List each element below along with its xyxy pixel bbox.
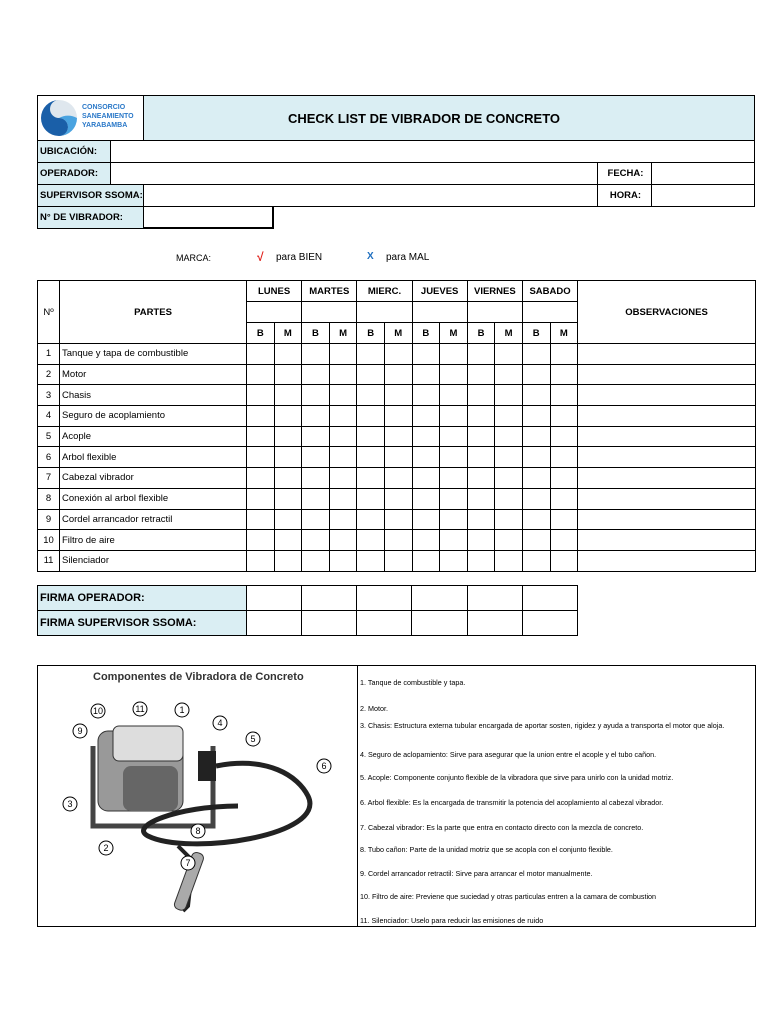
check-cell[interactable] — [247, 385, 275, 406]
table-row — [38, 385, 756, 406]
company-name-line: SANEAMIENTO — [82, 113, 134, 120]
callout-number: 2 — [103, 843, 109, 853]
callout-marker — [73, 724, 87, 738]
check-cell[interactable] — [467, 550, 495, 571]
check-cell[interactable] — [550, 344, 578, 365]
callout-marker — [181, 856, 195, 870]
observation-cell[interactable] — [578, 344, 756, 365]
check-cell[interactable] — [384, 550, 412, 571]
check-cell[interactable] — [440, 406, 468, 427]
part-name: Arbol flexible — [60, 447, 247, 468]
check-cell[interactable] — [440, 344, 468, 365]
callout-number: 3 — [67, 799, 73, 809]
day-subheader — [357, 302, 412, 323]
observation-cell[interactable] — [578, 426, 756, 447]
check-cell[interactable] — [302, 364, 330, 385]
check-cell[interactable] — [550, 468, 578, 489]
observation-cell[interactable] — [578, 385, 756, 406]
bad-label: para MAL — [386, 252, 430, 263]
firma-operador-cell[interactable] — [522, 586, 577, 611]
check-cell[interactable] — [247, 364, 275, 385]
check-cell[interactable] — [412, 364, 440, 385]
check-cell[interactable] — [467, 344, 495, 365]
check-cell[interactable] — [302, 509, 330, 530]
check-cell[interactable] — [302, 426, 330, 447]
firma-supervisor-cell[interactable] — [357, 611, 412, 636]
table-row — [38, 468, 756, 489]
check-cell[interactable] — [247, 468, 275, 489]
check-cell[interactable] — [495, 426, 523, 447]
table-row — [38, 344, 756, 365]
check-cell[interactable] — [384, 530, 412, 551]
firma-supervisor-label: FIRMA SUPERVISOR SSOMA: — [38, 611, 247, 636]
callout-marker — [63, 797, 77, 811]
day-subheader — [302, 302, 357, 323]
part-name: Chasis — [60, 385, 247, 406]
page-title-text: CHECK LIST DE VIBRADOR DE CONCRETO — [287, 110, 561, 126]
check-cell[interactable] — [274, 530, 302, 551]
component-description: 9. Cordel arrancador retractil: Sirve para arrancar el motor manualmente. — [360, 869, 593, 878]
checklist-table — [37, 280, 756, 572]
table-row — [38, 406, 756, 427]
supervisor-field[interactable] — [143, 184, 598, 207]
firma-operador-cell[interactable] — [357, 586, 412, 611]
check-cell[interactable] — [495, 344, 523, 365]
check-cell[interactable] — [550, 364, 578, 385]
check-cell[interactable] — [247, 426, 275, 447]
firma-supervisor-cell[interactable] — [246, 611, 301, 636]
day-header: SABADO — [522, 281, 577, 302]
row-number: 1 — [38, 344, 60, 365]
check-icon: √ — [257, 250, 264, 264]
day-subheader — [522, 302, 577, 323]
table-row — [38, 509, 756, 530]
vibrador-field[interactable] — [143, 206, 274, 229]
check-cell[interactable] — [550, 509, 578, 530]
check-cell[interactable] — [467, 426, 495, 447]
component-description: 5. Acople: Componente conjunto flexible de la vibradora que sirve para unirlo con la unidad motriz. — [360, 773, 674, 782]
table-row — [38, 550, 756, 571]
x-icon: X — [367, 251, 374, 262]
part-name: Conexión al arbol flexible — [60, 488, 247, 509]
logo-cell — [37, 95, 144, 141]
firma-operador-cell[interactable] — [412, 586, 467, 611]
firma-operador-cell[interactable] — [301, 586, 356, 611]
check-cell[interactable] — [302, 344, 330, 365]
callout-number: 10 — [92, 706, 104, 716]
check-cell[interactable] — [522, 406, 550, 427]
check-cell[interactable] — [495, 447, 523, 468]
check-cell[interactable] — [274, 426, 302, 447]
fecha-label: FECHA: — [597, 162, 652, 185]
check-cell[interactable] — [440, 550, 468, 571]
observation-cell[interactable] — [578, 488, 756, 509]
check-cell[interactable] — [302, 447, 330, 468]
callout-marker — [175, 703, 189, 717]
ok-label: para BIEN — [276, 252, 323, 263]
row-number: 8 — [38, 488, 60, 509]
callout-number: 4 — [217, 718, 223, 728]
callout-number: 1 — [179, 705, 185, 715]
check-cell[interactable] — [440, 509, 468, 530]
part-name: Cordel arrancador retractil — [60, 509, 247, 530]
callout-marker — [99, 841, 113, 855]
check-cell[interactable] — [274, 447, 302, 468]
check-cell[interactable] — [550, 406, 578, 427]
check-cell[interactable] — [357, 550, 385, 571]
check-cell[interactable] — [384, 509, 412, 530]
check-cell[interactable] — [495, 509, 523, 530]
component-description: 10. Filtro de aire: Previene que suciedad y otras particulas entren a la camara de combustion — [360, 892, 657, 901]
check-cell[interactable] — [550, 426, 578, 447]
row-number: 6 — [38, 447, 60, 468]
check-cell[interactable] — [412, 550, 440, 571]
check-cell[interactable] — [384, 468, 412, 489]
part-name: Seguro de acoplamiento — [60, 406, 247, 427]
callout-number: 7 — [185, 858, 191, 868]
check-cell[interactable] — [357, 488, 385, 509]
check-cell[interactable] — [550, 530, 578, 551]
check-cell[interactable] — [412, 468, 440, 489]
callout-number: 9 — [77, 726, 83, 736]
check-cell[interactable] — [412, 406, 440, 427]
day-subheader — [247, 302, 302, 323]
check-cell[interactable] — [550, 385, 578, 406]
company-name-line: YARABAMBA — [82, 122, 128, 129]
check-cell[interactable] — [302, 550, 330, 571]
table-row — [38, 426, 756, 447]
check-cell[interactable] — [522, 385, 550, 406]
check-cell[interactable] — [495, 550, 523, 571]
check-cell[interactable] — [274, 344, 302, 365]
check-cell[interactable] — [412, 509, 440, 530]
check-cell[interactable] — [384, 364, 412, 385]
table-row — [38, 530, 756, 551]
check-cell[interactable] — [412, 447, 440, 468]
check-cell[interactable] — [495, 364, 523, 385]
check-cell[interactable] — [495, 530, 523, 551]
marca-label: MARCA: — [176, 253, 212, 263]
check-cell[interactable] — [412, 344, 440, 365]
legend — [0, 250, 768, 266]
check-cell[interactable] — [412, 426, 440, 447]
vibrator-illustration-icon — [38, 686, 358, 921]
table-row — [38, 364, 756, 385]
b-header: B — [247, 323, 275, 344]
check-cell[interactable] — [550, 550, 578, 571]
check-cell[interactable] — [274, 468, 302, 489]
m-header: M — [384, 323, 412, 344]
check-cell[interactable] — [522, 509, 550, 530]
check-cell[interactable] — [274, 550, 302, 571]
check-cell[interactable] — [274, 364, 302, 385]
check-cell[interactable] — [357, 385, 385, 406]
hora-label: HORA: — [597, 184, 652, 207]
row-number: 3 — [38, 385, 60, 406]
num-header: Nº — [38, 281, 60, 344]
part-name: Tanque y tapa de combustible — [60, 344, 247, 365]
b-header: B — [357, 323, 385, 344]
callout-number: 6 — [321, 761, 327, 771]
check-cell[interactable] — [467, 447, 495, 468]
check-cell[interactable] — [302, 488, 330, 509]
table-row — [38, 488, 756, 509]
check-cell[interactable] — [522, 447, 550, 468]
check-cell[interactable] — [384, 406, 412, 427]
ubicacion-field[interactable] — [110, 140, 755, 163]
company-name-line: CONSORCIO — [82, 104, 126, 111]
check-cell[interactable] — [247, 488, 275, 509]
vibrador-label: N° DE VIBRADOR: — [37, 206, 144, 229]
b-header: B — [467, 323, 495, 344]
observation-cell[interactable] — [578, 468, 756, 489]
check-cell[interactable] — [357, 447, 385, 468]
component-description: 8. Tubo cañon: Parte de la unidad motriz que se acopla con el conjunto flexible. — [360, 845, 613, 854]
day-header: MIERC. — [357, 281, 412, 302]
check-cell[interactable] — [522, 468, 550, 489]
firma-supervisor-cell[interactable] — [412, 611, 467, 636]
components-box — [37, 665, 756, 927]
component-description: 1. Tanque de combustible y tapa. — [360, 678, 466, 687]
check-cell[interactable] — [384, 488, 412, 509]
firma-supervisor-cell[interactable] — [301, 611, 356, 636]
check-cell[interactable] — [329, 488, 357, 509]
row-number: 4 — [38, 406, 60, 427]
check-cell[interactable] — [329, 344, 357, 365]
check-cell[interactable] — [274, 385, 302, 406]
m-header: M — [274, 323, 302, 344]
callout-marker — [191, 824, 205, 838]
day-header: LUNES — [247, 281, 302, 302]
part-name: Motor — [60, 364, 247, 385]
check-cell[interactable] — [274, 509, 302, 530]
check-cell[interactable] — [329, 385, 357, 406]
check-cell[interactable] — [495, 385, 523, 406]
observations-header: OBSERVACIONES — [578, 281, 756, 344]
day-header: VIERNES — [467, 281, 522, 302]
observation-cell[interactable] — [578, 406, 756, 427]
row-number: 7 — [38, 468, 60, 489]
check-cell[interactable] — [522, 530, 550, 551]
check-cell[interactable] — [384, 426, 412, 447]
firma-operador-cell[interactable] — [467, 586, 522, 611]
check-cell[interactable] — [329, 509, 357, 530]
check-cell[interactable] — [357, 468, 385, 489]
day-header: JUEVES — [412, 281, 467, 302]
callout-marker — [133, 702, 147, 716]
observation-cell[interactable] — [578, 530, 756, 551]
callout-marker — [317, 759, 331, 773]
check-cell[interactable] — [247, 406, 275, 427]
check-cell[interactable] — [329, 426, 357, 447]
m-header: M — [440, 323, 468, 344]
check-cell[interactable] — [329, 468, 357, 489]
m-header: M — [550, 323, 578, 344]
check-cell[interactable] — [550, 488, 578, 509]
supervisor-label: SUPERVISOR SSOMA: — [37, 184, 144, 207]
callout-number: 5 — [250, 734, 256, 744]
check-cell[interactable] — [495, 488, 523, 509]
check-cell[interactable] — [440, 488, 468, 509]
check-cell[interactable] — [522, 488, 550, 509]
check-cell[interactable] — [440, 468, 468, 489]
check-cell[interactable] — [467, 509, 495, 530]
fecha-field[interactable] — [651, 162, 755, 185]
day-subheader — [412, 302, 467, 323]
table-row — [38, 447, 756, 468]
check-cell[interactable] — [302, 468, 330, 489]
callout-marker — [246, 732, 260, 746]
component-description: 3. Chasis: Estructura externa tubular encargada de aportar sosten, rigidez y ayuda a transporta el motor que aloja. — [360, 721, 725, 730]
check-cell[interactable] — [357, 530, 385, 551]
check-cell[interactable] — [522, 364, 550, 385]
firma-operador-label: FIRMA OPERADOR: — [38, 586, 247, 611]
component-description: 2. Motor. — [360, 704, 388, 713]
row-number: 2 — [38, 364, 60, 385]
check-cell[interactable] — [467, 364, 495, 385]
components-title: Componentes de Vibradora de Concreto — [93, 671, 304, 683]
component-description: 4. Seguro de aclopamiento: Sirve para asegurar que la union entre el acople y el tubo cañon. — [360, 750, 657, 759]
check-cell[interactable] — [440, 447, 468, 468]
check-cell[interactable] — [357, 509, 385, 530]
callout-number: 8 — [195, 826, 201, 836]
check-cell[interactable] — [467, 488, 495, 509]
check-cell[interactable] — [357, 364, 385, 385]
check-cell[interactable] — [384, 385, 412, 406]
signature-table — [37, 585, 578, 636]
check-cell[interactable] — [247, 344, 275, 365]
check-cell[interactable] — [522, 550, 550, 571]
day-subheader — [467, 302, 522, 323]
ubicacion-label: UBICACIÓN: — [37, 140, 111, 163]
check-cell[interactable] — [550, 447, 578, 468]
check-cell[interactable] — [357, 406, 385, 427]
parts-header: PARTES — [60, 281, 247, 344]
observation-cell[interactable] — [578, 509, 756, 530]
callout-marker — [213, 716, 227, 730]
check-cell[interactable] — [440, 385, 468, 406]
day-header: MARTES — [302, 281, 357, 302]
observation-cell[interactable] — [578, 447, 756, 468]
check-cell[interactable] — [357, 344, 385, 365]
callout-marker — [91, 704, 105, 718]
component-description: 7. Cabezal vibrador: Es la parte que entra en contacto directo con la mezcla de concreto. — [360, 823, 644, 832]
check-cell[interactable] — [247, 530, 275, 551]
check-cell[interactable] — [329, 550, 357, 571]
b-header: B — [412, 323, 440, 344]
check-cell[interactable] — [522, 426, 550, 447]
check-cell[interactable] — [440, 364, 468, 385]
firma-supervisor-cell[interactable] — [522, 611, 577, 636]
company-logo-icon — [39, 98, 79, 138]
check-cell[interactable] — [302, 530, 330, 551]
m-header: M — [329, 323, 357, 344]
check-cell[interactable] — [467, 406, 495, 427]
operador-field[interactable] — [110, 162, 598, 185]
check-cell[interactable] — [302, 406, 330, 427]
part-name: Cabezal vibrador — [60, 468, 247, 489]
check-cell[interactable] — [495, 406, 523, 427]
part-name: Acople — [60, 426, 247, 447]
check-cell[interactable] — [329, 364, 357, 385]
b-header: B — [522, 323, 550, 344]
check-cell[interactable] — [440, 426, 468, 447]
check-cell[interactable] — [302, 385, 330, 406]
check-cell[interactable] — [274, 406, 302, 427]
observation-cell[interactable] — [578, 364, 756, 385]
operador-label: OPERADOR: — [37, 162, 111, 185]
check-cell[interactable] — [522, 344, 550, 365]
check-cell[interactable] — [357, 426, 385, 447]
observation-cell[interactable] — [578, 550, 756, 571]
row-number: 10 — [38, 530, 60, 551]
component-description: 6. Arbol flexible: Es la encargada de transmitir la potencia del acoplamiento al cabezal vibrador. — [360, 798, 664, 807]
check-cell[interactable] — [247, 550, 275, 571]
hora-field[interactable] — [651, 184, 755, 207]
page-title — [143, 95, 755, 141]
callout-number: 11 — [135, 704, 145, 714]
part-name: Silenciador — [60, 550, 247, 571]
check-cell[interactable] — [247, 509, 275, 530]
check-cell[interactable] — [467, 530, 495, 551]
check-cell[interactable] — [384, 344, 412, 365]
b-header: B — [302, 323, 330, 344]
check-cell[interactable] — [412, 385, 440, 406]
check-cell[interactable] — [467, 385, 495, 406]
check-cell[interactable] — [329, 447, 357, 468]
components-figure — [38, 666, 358, 926]
check-cell[interactable] — [247, 447, 275, 468]
check-cell[interactable] — [329, 406, 357, 427]
row-number: 5 — [38, 426, 60, 447]
firma-operador-cell[interactable] — [246, 586, 301, 611]
check-cell[interactable] — [412, 530, 440, 551]
component-description: 11. Silenciador: Uselo para reducir las emisiones de ruido — [360, 916, 544, 925]
check-cell[interactable] — [440, 530, 468, 551]
check-cell[interactable] — [412, 488, 440, 509]
m-header: M — [495, 323, 523, 344]
check-cell[interactable] — [495, 468, 523, 489]
row-number: 11 — [38, 550, 60, 571]
check-cell[interactable] — [274, 488, 302, 509]
row-number: 9 — [38, 509, 60, 530]
check-cell[interactable] — [384, 447, 412, 468]
check-cell[interactable] — [467, 468, 495, 489]
part-name: Filtro de aire — [60, 530, 247, 551]
check-cell[interactable] — [329, 530, 357, 551]
firma-supervisor-cell[interactable] — [467, 611, 522, 636]
